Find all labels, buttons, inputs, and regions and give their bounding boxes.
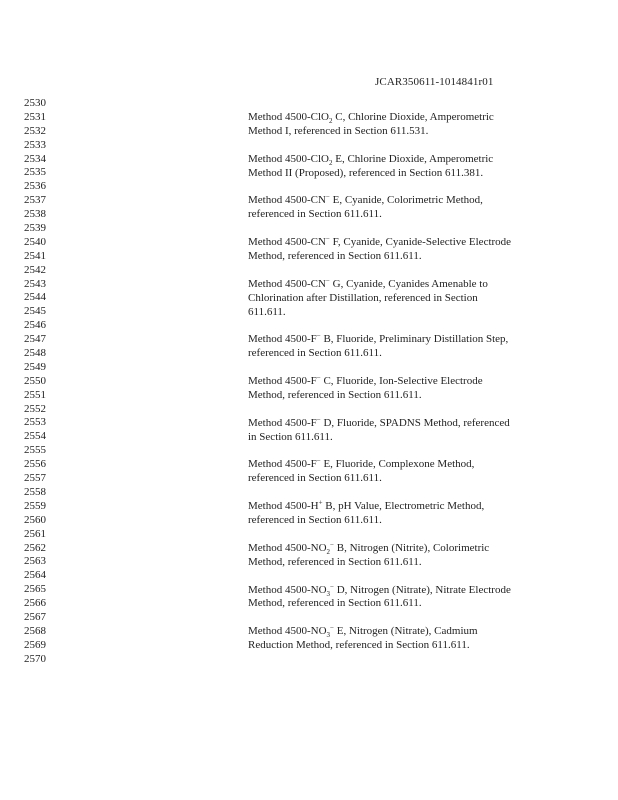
line-number: 2563 xyxy=(24,555,46,568)
document-header-code: JCAR350611-1014841r01 xyxy=(375,76,494,88)
entry-text: referenced in Section 611.611. xyxy=(248,208,382,221)
entry-text: Method 4500-CN xyxy=(248,277,326,290)
entry-text: Method 4500-F xyxy=(248,375,317,387)
line-number: 2539 xyxy=(24,222,46,235)
method-entry xyxy=(248,375,558,403)
entry-line xyxy=(248,153,558,167)
line-number: 2568 xyxy=(24,624,46,637)
entry-text: E, Chlorine Dioxide, Amperometric xyxy=(332,152,494,165)
entry-text: Method 4500-F xyxy=(248,416,317,429)
line-number: 2532 xyxy=(24,124,46,137)
entry-line xyxy=(248,236,558,250)
subscript: 2 xyxy=(328,158,333,167)
entry-text: Reduction Method, referenced in Section 611.611. xyxy=(248,639,470,652)
line-number: 2553 xyxy=(24,416,46,429)
entry-line xyxy=(248,556,558,570)
entry-text: Method 4500-F xyxy=(248,458,317,471)
entry-line xyxy=(248,389,558,403)
method-entry xyxy=(248,458,558,486)
entry-line xyxy=(248,458,558,472)
line-number: 2557 xyxy=(24,472,46,485)
entry-text: Method 4500-NO xyxy=(248,583,327,596)
line-number-gutter xyxy=(24,97,46,667)
superscript: − xyxy=(330,581,334,590)
method-entry xyxy=(248,417,558,445)
line-number: 2543 xyxy=(24,277,46,290)
line-number: 2554 xyxy=(24,430,46,443)
superscript: − xyxy=(316,415,321,424)
entry-line xyxy=(248,639,558,653)
method-entry xyxy=(248,194,558,222)
method-entry xyxy=(248,153,558,181)
line-number: 2559 xyxy=(24,499,46,512)
entry-text: D, Fluoride, SPADNS Method, referenced xyxy=(320,416,510,429)
superscript: − xyxy=(316,331,321,340)
entry-text: Method I, referenced in Section 611.531. xyxy=(248,124,429,137)
method-entry xyxy=(248,236,558,264)
entry-text: C, Chlorine Dioxide, Amperometric xyxy=(332,110,494,123)
entry-text: E, Nitrogen (Nitrate), Cadmium xyxy=(333,625,478,638)
entry-text: in Section 611.611. xyxy=(248,430,333,443)
line-number: 2566 xyxy=(24,597,46,610)
line-number: 2547 xyxy=(24,333,46,346)
entry-text: Method 4500-CN xyxy=(248,194,326,207)
line-number: 2545 xyxy=(24,305,46,318)
method-entry xyxy=(248,581,558,612)
entry-text: Method, referenced in Section 611.611. xyxy=(248,388,422,401)
superscript: − xyxy=(330,623,334,632)
entry-text: Method 4500-H xyxy=(248,500,319,513)
superscript: − xyxy=(316,373,321,382)
entry-line xyxy=(248,194,558,208)
superscript: − xyxy=(325,276,330,285)
entry-line xyxy=(248,333,558,347)
line-number: 2569 xyxy=(24,638,46,651)
entry-line xyxy=(248,581,558,598)
entry-line xyxy=(248,278,558,292)
entry-text: Method, referenced in Section 611.611. xyxy=(248,597,422,610)
method-entry xyxy=(248,278,558,320)
entry-text: B, Fluoride, Preliminary Distillation Step, xyxy=(320,333,509,346)
entry-line xyxy=(248,514,558,528)
entry-line xyxy=(248,597,558,611)
entry-text: Method, referenced in Section 611.611. xyxy=(248,555,422,568)
entry-line xyxy=(248,111,558,125)
line-number: 2567 xyxy=(24,610,46,623)
entry-text: Method 4500-ClO xyxy=(248,110,329,123)
entry-line xyxy=(248,292,558,306)
method-entry xyxy=(248,625,558,653)
line-number: 2558 xyxy=(24,485,46,498)
entry-text: Method, referenced in Section 611.611. xyxy=(248,249,422,262)
entry-text: Method 4500-NO xyxy=(248,625,327,638)
entry-text: G, Cyanide, Cyanides Amenable to xyxy=(329,277,488,290)
line-number: 2548 xyxy=(24,347,46,360)
line-number: 2537 xyxy=(24,194,46,207)
subscript: 3 xyxy=(326,589,331,598)
line-number: 2544 xyxy=(24,291,46,304)
entry-text: E, Fluoride, Complexone Method, xyxy=(320,458,475,471)
method-entry xyxy=(248,500,558,528)
entry-text: Method 4500-ClO xyxy=(248,152,329,165)
entry-text: D, Nitrogen (Nitrate), Nitrate Electrode xyxy=(333,583,511,596)
line-number: 2546 xyxy=(24,319,46,332)
superscript: − xyxy=(330,540,334,549)
line-number: 2542 xyxy=(24,263,46,276)
line-number: 2530 xyxy=(24,97,46,109)
subscript: 3 xyxy=(326,631,331,640)
entry-text: Method 4500-F xyxy=(248,333,317,346)
entry-text: referenced in Section 611.611. xyxy=(248,514,382,526)
line-number: 2555 xyxy=(24,444,46,457)
method-entry xyxy=(248,542,558,570)
entry-text: Method 4500-CN xyxy=(248,236,326,248)
superscript: − xyxy=(325,192,330,201)
entry-line xyxy=(248,250,558,264)
entry-line xyxy=(248,431,558,445)
line-number: 2556 xyxy=(24,458,46,471)
entry-text: referenced in Section 611.611. xyxy=(248,472,382,485)
line-number: 2551 xyxy=(24,388,46,401)
entry-text: F, Cyanide, Cyanide-Selective Electrode xyxy=(329,236,512,248)
entry-line xyxy=(248,125,558,139)
entry-text: C, Fluoride, Ion-Selective Electrode xyxy=(320,375,483,387)
line-number: 2570 xyxy=(24,652,46,665)
subscript: 2 xyxy=(328,117,333,126)
line-number: 2552 xyxy=(24,402,46,415)
entry-line xyxy=(248,306,558,320)
entry-line xyxy=(248,375,558,389)
line-number: 2560 xyxy=(24,513,46,526)
line-number: 2536 xyxy=(24,180,46,193)
entry-line xyxy=(248,417,558,431)
line-number: 2533 xyxy=(24,138,46,151)
superscript: − xyxy=(316,456,321,465)
line-number: 2541 xyxy=(24,249,46,262)
line-number: 2562 xyxy=(24,541,46,554)
line-number: 2534 xyxy=(24,152,46,165)
entry-text: Method II (Proposed), referenced in Section 611.381. xyxy=(248,166,484,179)
entry-line xyxy=(248,625,558,639)
line-number: 2549 xyxy=(24,360,46,373)
line-number: 2550 xyxy=(24,374,46,387)
entry-text: referenced in Section 611.611. xyxy=(248,347,382,360)
superscript: + xyxy=(318,498,323,507)
line-number: 2531 xyxy=(24,110,46,123)
entry-text: Method 4500-NO xyxy=(248,541,327,554)
entry-text: 611.611. xyxy=(248,305,286,318)
entry-line xyxy=(248,542,558,556)
entry-text: B, Nitrogen (Nitrite), Colorimetric xyxy=(333,541,490,554)
method-entry xyxy=(248,111,558,139)
line-number: 2564 xyxy=(24,569,46,582)
entry-text: E, Cyanide, Colorimetric Method, xyxy=(329,194,483,207)
line-number: 2565 xyxy=(24,583,46,596)
entry-text: B, pH Value, Electrometric Method, xyxy=(322,500,485,513)
entry-line xyxy=(248,500,558,514)
entry-line xyxy=(248,167,558,181)
line-number: 2540 xyxy=(24,235,46,248)
line-number: 2538 xyxy=(24,208,46,221)
entry-line xyxy=(248,347,558,361)
method-entry xyxy=(248,333,558,361)
entry-line xyxy=(248,208,558,222)
entry-line xyxy=(248,472,558,486)
entry-text: Chlorination after Distillation, referenced in Section xyxy=(248,291,478,304)
subscript: 2 xyxy=(326,547,331,556)
line-number: 2561 xyxy=(24,527,46,540)
superscript: − xyxy=(325,234,330,243)
line-number: 2535 xyxy=(24,166,46,179)
